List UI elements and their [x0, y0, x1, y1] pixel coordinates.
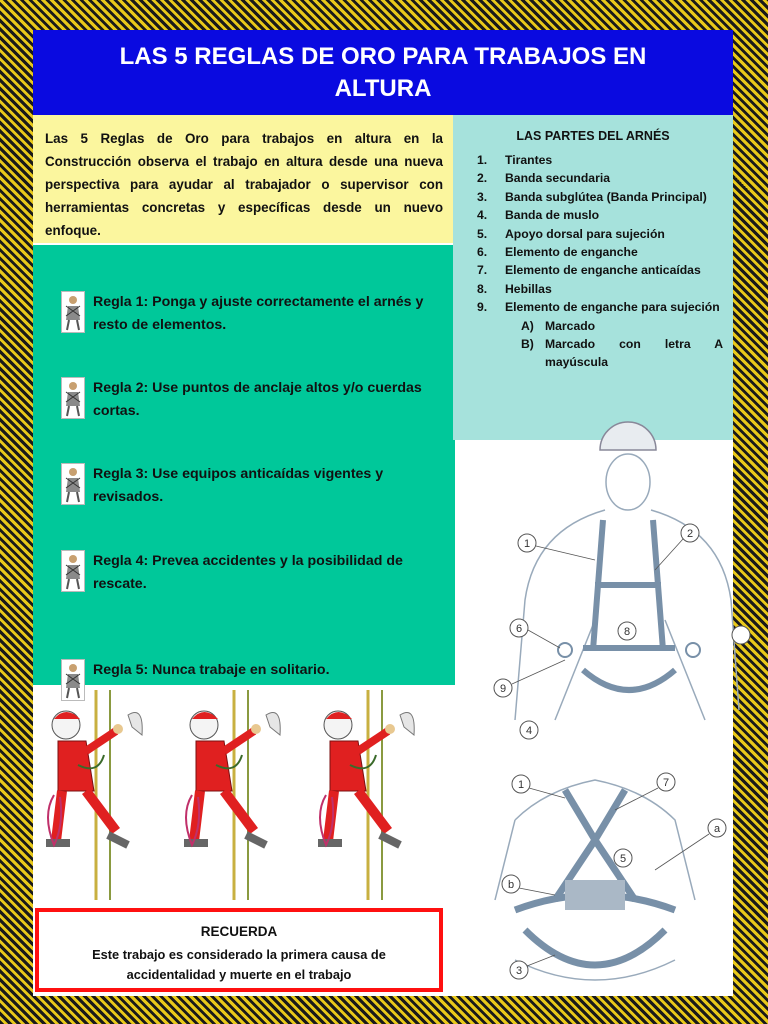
intro-text: Las 5 Reglas de Oro para trabajos en altura en la Construcción observa el trabajo en altura desde una nueva perspectiva para ayudar al trabajador o supervisor con herramientas concretas y específicas desde un nuevo enfoque. — [45, 131, 443, 238]
page-title — [33, 30, 733, 115]
list-item: 2. Banda secundaria — [477, 171, 610, 186]
remember-panel — [35, 908, 443, 992]
diagram-label: 4 — [525, 725, 533, 737]
diagram-label: 6 — [515, 623, 523, 635]
diagram-label: 1 — [523, 538, 531, 550]
poster-page — [33, 30, 733, 996]
diagram-label: 2 — [686, 528, 694, 540]
rule-text: Regla 1: Ponga y ajuste correctamente el arnés y resto de elementos. — [93, 294, 424, 333]
remember-title: RECUERDA — [200, 924, 278, 939]
list-item: 6. Elemento de enganche — [477, 245, 638, 260]
harness-parts-panel — [453, 115, 733, 440]
worker-harness-icon — [61, 550, 85, 592]
diagram-label: a — [713, 823, 721, 835]
rule-item-4 — [61, 550, 441, 596]
worker-harness-icon — [61, 463, 85, 505]
rule-text: Regla 3: Use equipos anticaídas vigentes y revisados. — [93, 466, 384, 505]
list-item: 4. Banda de muslo — [477, 208, 600, 223]
sub-list-item: B) Marcado con letra A mayúscula — [521, 337, 723, 370]
worker-harness-icon — [61, 377, 85, 419]
worker-harness-icon — [61, 291, 85, 333]
list-item: 7. Elemento de enganche anticaídas — [477, 263, 701, 278]
diagram-label: 7 — [662, 777, 670, 789]
diagram-label: 3 — [515, 965, 523, 977]
list-item: 5. Apoyo dorsal para sujeción — [477, 226, 665, 241]
rule-item-1 — [61, 291, 441, 337]
rule-text: Regla 2: Use puntos de anclaje altos y/o cuerdas cortas. — [93, 380, 422, 419]
harness-back-diagram — [455, 730, 733, 992]
remember-text: Este trabajo es considerado la primera causa de accidentalidad y muerte en el trabajo — [92, 947, 386, 982]
climbing-worker-illustration — [46, 690, 142, 900]
diagram-label: 1 — [517, 779, 525, 791]
list-item: 1. Tirantes — [477, 153, 553, 167]
title-text: LAS 5 REGLAS DE ORO PARA TRABAJOS EN ALTURA — [119, 42, 647, 102]
intro-panel — [33, 115, 453, 243]
rules-panel — [33, 245, 455, 685]
sub-list-item: A) Marcado — [521, 318, 596, 333]
rule-item-2 — [61, 377, 441, 423]
diagram-label: 5 — [619, 853, 627, 865]
worker-illustration-row — [38, 685, 453, 905]
diagram-label: b — [507, 879, 515, 891]
list-item: 3. Banda subglútea (Banda Principal) — [477, 189, 707, 204]
rule-text: Regla 4: Prevea accidentes y la posibilidad de rescate. — [93, 553, 403, 592]
harness-front-diagram — [455, 440, 733, 737]
rule-item-3 — [61, 463, 441, 509]
diagram-label: 9 — [499, 683, 507, 695]
harness-parts-heading: LAS PARTES DEL ARNÉS — [516, 129, 670, 143]
list-item: 9. Elemento de enganche para sujeción — [477, 300, 720, 315]
diagram-label: 8 — [623, 626, 631, 638]
rule-text: Regla 5: Nunca trabaje en solitario. — [93, 662, 330, 678]
list-item: 8. Hebillas — [477, 281, 552, 296]
